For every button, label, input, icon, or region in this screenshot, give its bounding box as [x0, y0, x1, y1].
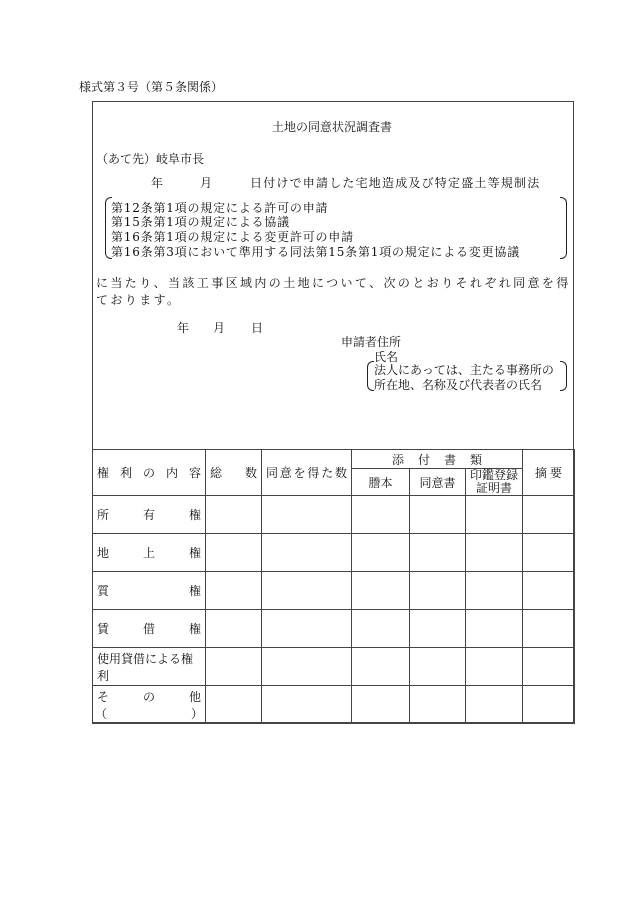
- header-consented-char: 得: [307, 466, 320, 480]
- date-day-text: 日付けで申請した宅地造成及び特定盛土等規制法: [250, 176, 541, 190]
- header-rights-content: [93, 450, 206, 496]
- table-cell-empty: [262, 610, 352, 648]
- row-label-char: 所: [97, 508, 110, 522]
- header-consented-char: 数: [334, 466, 347, 480]
- table-row: [93, 686, 575, 724]
- row-label: [93, 648, 206, 686]
- option-item: 第12条第1項の規定による許可の申請: [111, 201, 329, 215]
- header-attachments-char: 書: [444, 452, 457, 467]
- header-seal-cert: [466, 469, 523, 496]
- row-label: [93, 572, 206, 610]
- applicant-name-label: 氏名: [374, 350, 399, 364]
- applicant-note-line: 法人にあっては、主たる事務所の: [374, 363, 554, 377]
- header-consented-char: を: [293, 466, 306, 480]
- header-seal-cert-line2: 証明書: [476, 481, 513, 495]
- body-text-line: ております。: [96, 293, 182, 307]
- table-cell-empty: [466, 686, 523, 724]
- header-total: [206, 450, 262, 496]
- row-label-sub: （ ）: [94, 706, 203, 721]
- table-cell-empty: [410, 610, 466, 648]
- applicant-brace-right: [560, 361, 567, 391]
- table-cell-empty: [410, 534, 466, 572]
- header-remarks-char: 摘: [535, 466, 548, 480]
- applicant-brace-left: [367, 361, 374, 391]
- header-consented-char: 同: [266, 466, 279, 480]
- table-cell-empty: [262, 496, 352, 534]
- row-label: [93, 686, 206, 724]
- header-remarks: [523, 450, 575, 496]
- sign-year: 年: [177, 321, 190, 335]
- header-attachments-char: 付: [418, 452, 431, 467]
- header-total-char: [227, 464, 239, 481]
- header-total-char: 総: [210, 466, 223, 480]
- row-label-char: 権: [188, 546, 201, 560]
- header-attachments: [352, 450, 523, 469]
- option-item: 第16条第1項の規定による変更許可の申請: [111, 230, 354, 244]
- header-consented: [262, 450, 352, 496]
- header-rights-content-char: 利: [119, 466, 132, 480]
- table-row: [93, 496, 575, 534]
- table-cell-empty: [352, 648, 410, 686]
- header-consented-char: た: [321, 466, 334, 480]
- header-register: 謄本: [352, 469, 410, 496]
- header-rights-content-char: 権: [97, 466, 110, 480]
- table-cell-empty: [410, 648, 466, 686]
- table-cell-empty: [262, 534, 352, 572]
- table-cell-empty: [206, 648, 262, 686]
- row-label: [93, 496, 206, 534]
- row-label-char: 権: [188, 508, 201, 522]
- header-consent-doc: 同意書: [410, 469, 466, 496]
- table-cell-empty: [466, 610, 523, 648]
- row-label-char: そ: [97, 689, 110, 704]
- header-rights-content-char: の: [142, 466, 155, 480]
- sign-day: 日: [251, 321, 264, 335]
- applicant-note-line: 所在地、名称及び代表者の氏名: [374, 378, 543, 392]
- document-title: 土地の同意状況調査書: [272, 120, 393, 134]
- body-text-line: に当たり、当該工事区域内の土地について、次のとおりそれぞれ同意を得: [96, 276, 571, 290]
- table-cell-empty: [523, 496, 575, 534]
- table-cell-empty: [206, 686, 262, 724]
- table-cell-empty: [523, 534, 575, 572]
- row-label-char: 権: [188, 622, 201, 636]
- table-cell-empty: [523, 686, 575, 724]
- header-attachments-char: 類: [470, 452, 483, 467]
- row-label-char: 有: [142, 508, 155, 522]
- table-cell-empty: [466, 496, 523, 534]
- date-year: 年: [151, 176, 164, 190]
- applicant-address-label: 申請者住所: [341, 335, 402, 349]
- options-brace-right: [560, 197, 567, 259]
- header-consented-char: 意: [279, 466, 292, 480]
- row-label-char: 他: [188, 689, 201, 704]
- table-cell-empty: [410, 686, 466, 724]
- table-cell-empty: [262, 686, 352, 724]
- table-cell-empty: [523, 572, 575, 610]
- header-rights-content-char: 内: [165, 466, 178, 480]
- table-cell-empty: [523, 648, 575, 686]
- option-item: 第16条第3項において準用する同法第15条第1項の規定による変更協議: [111, 245, 521, 259]
- form-number: 様式第３号（第５条関係）: [79, 80, 224, 94]
- table-row: [93, 534, 575, 572]
- row-label-char: 権: [188, 584, 201, 598]
- table-cell-empty: [523, 610, 575, 648]
- rights-table: [92, 449, 575, 724]
- table-cell-empty: [262, 572, 352, 610]
- header-attachments-char: 添: [392, 452, 405, 467]
- table-cell-empty: [466, 572, 523, 610]
- table-cell-empty: [410, 496, 466, 534]
- table-cell-empty: [206, 496, 262, 534]
- table-row: [93, 648, 575, 686]
- table-cell-empty: [352, 496, 410, 534]
- table-cell-empty: [206, 610, 262, 648]
- row-label-char: 上: [142, 546, 155, 560]
- table-cell-empty: [410, 572, 466, 610]
- table-cell-empty: [352, 686, 410, 724]
- table-cell-empty: [466, 534, 523, 572]
- row-label-char: の: [142, 689, 155, 704]
- header-rights-content-char: 容: [188, 466, 201, 480]
- table-cell-empty: [466, 648, 523, 686]
- table-cell-empty: [262, 648, 352, 686]
- table-cell-empty: [352, 572, 410, 610]
- option-item: 第15条第1項の規定による協議: [111, 215, 290, 229]
- table-cell-empty: [352, 610, 410, 648]
- row-label-char: 賃: [97, 622, 110, 636]
- table-row: [93, 572, 575, 610]
- row-label-char: 地: [97, 546, 110, 560]
- date-month: 月: [200, 176, 213, 190]
- row-label-text: 使用貸借による権利: [97, 651, 194, 683]
- header-total-char: 数: [244, 466, 257, 480]
- row-label: [93, 610, 206, 648]
- row-label-char: 借: [142, 622, 155, 636]
- sign-month: 月: [213, 321, 226, 335]
- row-label: [93, 534, 206, 572]
- row-label-char: 質: [97, 584, 110, 598]
- header-remarks-char: 要: [550, 466, 563, 480]
- table-cell-empty: [206, 572, 262, 610]
- addressee: （あて先）岐阜市長: [96, 152, 205, 166]
- table-cell-empty: [206, 534, 262, 572]
- header-seal-cert-line1: 印鑑登録: [470, 468, 519, 482]
- table-cell-empty: [352, 534, 410, 572]
- table-row: [93, 610, 575, 648]
